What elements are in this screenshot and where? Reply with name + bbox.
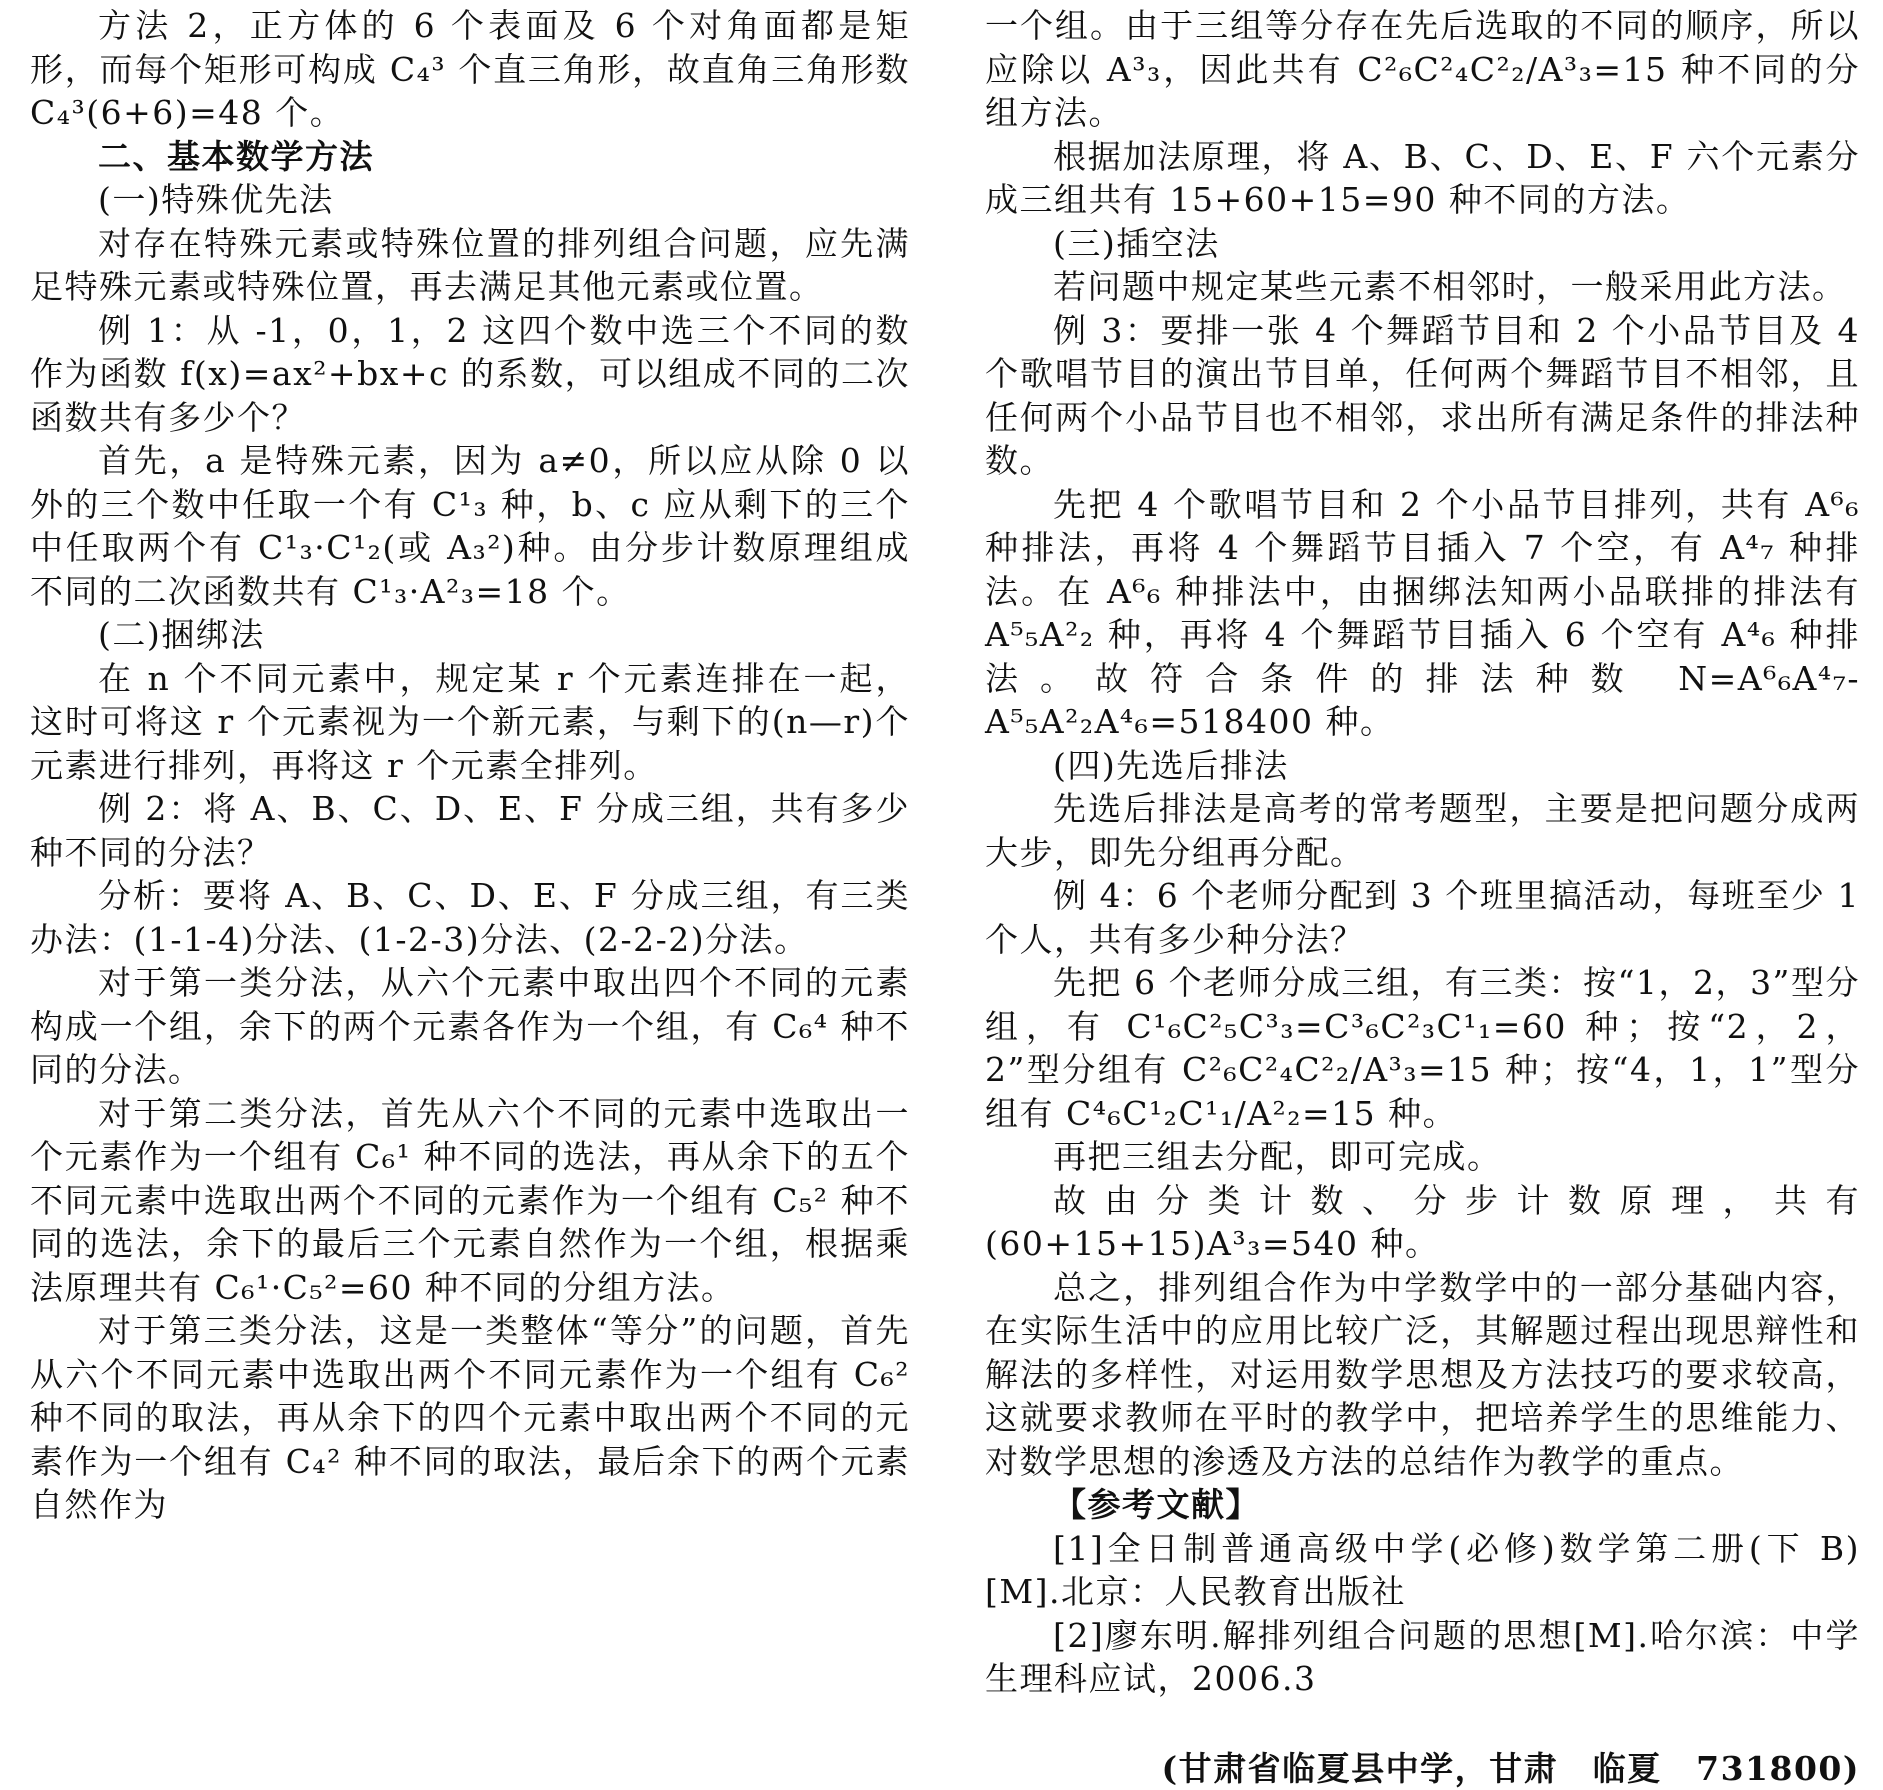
paragraph: 例 4：6 个老师分配到 3 个班里搞活动，每班至少 1 个人，共有多少种分法？: [985, 874, 1860, 961]
paragraph: 例 1：从 -1，0，1，2 这四个数中选三个不同的数作为函数 f(x)=ax²+bx+c 的系数，可以组成不同的二次函数共有多少个？: [30, 309, 910, 440]
paragraph: 首先，a 是特殊元素，因为 a≠0，所以应从除 0 以外的三个数中任取一个有 C¹₃ 种，b、c 应从剩下的三个中任取两个有 C¹₃·C¹₂(或 A₃²)种。由分步计数原理组成不同的二次函数共有 C¹₃·A²₃=18 个。: [30, 439, 910, 613]
paragraph: 先把 4 个歌唱节目和 2 个小品节目排列，共有 A⁶₆ 种排法，再将 4 个舞蹈节目插入 7 个空，有 A⁴₇ 种排法。在 A⁶₆ 种排法中，由捆绑法知两小品联排的排法有 A⁵₅A²₂ 种，再将 4 个舞蹈节目插入 6 个空有 A⁴₆ 种排法。故符合条件的排法种数 N=A⁶₆A⁴₇-A⁵₅A²₂A⁴₆=518400 种。: [985, 483, 1860, 744]
paragraph: (四)先选后排法: [985, 744, 1860, 788]
paragraph: 先把 6 个老师分成三组，有三类：按“1，2，3”型分组，有 C¹₆C²₅C³₃=C³₆C²₃C¹₁=60 种；按“2，2，2”型分组有 C²₆C²₄C²₂/A³₃=15 种；按“4，1，1”型分组有 C⁴₆C¹₂C¹₁/A²₂=15 种。: [985, 961, 1860, 1135]
paragraph: 对于第三类分法，这是一类整体“等分”的问题，首先从六个不同元素中选取出两个不同元素作为一个组有 C₆² 种不同的取法，再从余下的四个元素中取出两个不同的元素作为一个组有 C₄² 种不同的取法，最后余下的两个元素自然作为: [30, 1309, 910, 1527]
paragraph: [2]廖东明.解排列组合问题的思想[M].哈尔滨：中学生理科应试，2006.3: [985, 1614, 1860, 1701]
paragraph: 先选后排法是高考的常考题型，主要是把问题分成两大步，即先分组再分配。: [985, 787, 1860, 874]
paragraph: (三)插空法: [985, 222, 1860, 266]
section-heading: 二、基本数学方法: [30, 135, 910, 179]
paragraph: 对于第二类分法，首先从六个不同的元素中选取出一个元素作为一个组有 C₆¹ 种不同的选法，再从余下的五个不同元素中选取出两个不同的元素作为一个组有 C₅² 种不同的选法，余下的最后三个元素自然作为一个组，根据乘法原理共有 C₆¹·C₅²=60 种不同的分组方法。: [30, 1092, 910, 1310]
paragraph: 例 3：要排一张 4 个舞蹈节目和 2 个小品节目及 4 个歌唱节目的演出节目单，任何两个舞蹈节目不相邻，且任何两个小品节目也不相邻，求出所有满足条件的排法种数。: [985, 309, 1860, 483]
paragraph: 对于第一类分法，从六个元素中取出四个不同的元素构成一个组，余下的两个元素各作为一个组，有 C₆⁴ 种不同的分法。: [30, 961, 910, 1092]
paragraph: 例 2：将 A、B、C、D、E、F 分成三组，共有多少种不同的分法？: [30, 787, 910, 874]
section-heading: 【参考文献】: [985, 1483, 1860, 1527]
left-column: [30, 4, 910, 1527]
right-column-paragraphs: [985, 4, 1860, 1701]
paragraph: 方法 2，正方体的 6 个表面及 6 个对角面都是矩形，而每个矩形可构成 C₄³ 个直三角形，故直角三角形数 C₄³(6+6)=48 个。: [30, 4, 910, 135]
paragraph: 分析：要将 A、B、C、D、E、F 分成三组，有三类办法：(1-1-4)分法、(1-2-3)分法、(2-2-2)分法。: [30, 874, 910, 961]
paragraph: 故由分类计数、分步计数原理，共有(60+15+15)A³₃=540 种。: [985, 1179, 1860, 1266]
paragraph: 若问题中规定某些元素不相邻时，一般采用此方法。: [985, 265, 1860, 309]
paragraph: 总之，排列组合作为中学数学中的一部分基础内容，在实际生活中的应用比较广泛，其解题过程出现思辩性和解法的多样性，对运用数学思想及方法技巧的要求较高，这就要求教师在平时的教学中，把培养学生的思维能力、对数学思想的渗透及方法的总结作为教学的重点。: [985, 1266, 1860, 1484]
paragraph: 一个组。由于三组等分存在先后选取的不同的顺序，所以应除以 A³₃，因此共有 C²₆C²₄C²₂/A³₃=15 种不同的分组方法。: [985, 4, 1860, 135]
paragraph: 再把三组去分配，即可完成。: [985, 1135, 1860, 1179]
paragraph: (一)特殊优先法: [30, 178, 910, 222]
paragraph: 在 n 个不同元素中，规定某 r 个元素连排在一起，这时可将这 r 个元素视为一个新元素，与剩下的(n—r)个元素进行排列，再将这 r 个元素全排列。: [30, 657, 910, 788]
author-affiliation: (甘肃省临夏县中学，甘肃 临夏 731800): [985, 1747, 1860, 1790]
paragraph: 根据加法原理，将 A、B、C、D、E、F 六个元素分成三组共有 15+60+15=90 种不同的方法。: [985, 135, 1860, 222]
paragraph: [1]全日制普通高级中学(必修)数学第二册(下 B)[M].北京：人民教育出版社: [985, 1527, 1860, 1614]
right-column: [985, 4, 1860, 1790]
paragraph: 对存在特殊元素或特殊位置的排列组合问题，应先满足特殊元素或特殊位置，再去满足其他元素或位置。: [30, 222, 910, 309]
paragraph: (二)捆绑法: [30, 613, 910, 657]
